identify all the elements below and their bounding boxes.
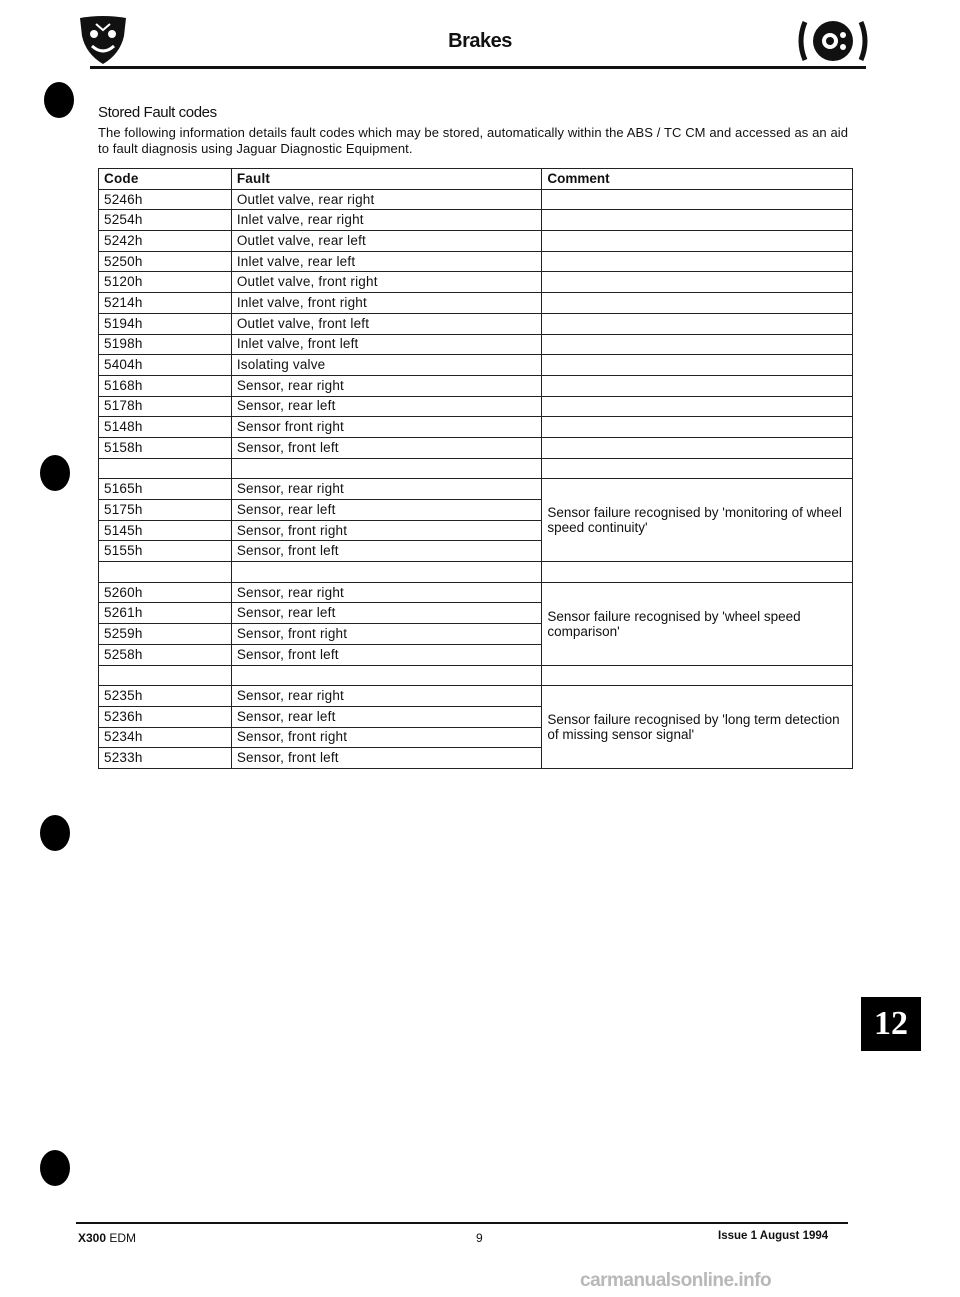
fault-code: 5148h bbox=[99, 417, 232, 438]
footer-model bbox=[78, 1231, 136, 1245]
table-row bbox=[99, 313, 853, 334]
issue-date: Issue 1 August 1994 bbox=[718, 1230, 829, 1242]
fault-comment bbox=[542, 437, 853, 458]
table-row bbox=[99, 210, 853, 231]
header-comment: Comment bbox=[542, 169, 853, 190]
footer-model-code: X300 bbox=[78, 1231, 107, 1245]
footer-doc: EDM bbox=[109, 1231, 137, 1245]
header-code: Code bbox=[99, 169, 232, 190]
binder-hole bbox=[40, 455, 70, 491]
table-cell-empty bbox=[231, 458, 542, 479]
fault-comment bbox=[542, 231, 853, 252]
table-row bbox=[99, 479, 853, 500]
fault-code: 5258h bbox=[99, 644, 232, 665]
table-row bbox=[99, 396, 853, 417]
fault-codes-table bbox=[98, 168, 853, 769]
fault-description: Sensor, rear left bbox=[231, 396, 542, 417]
fault-description: Sensor, rear right bbox=[231, 582, 542, 603]
header-rule bbox=[90, 66, 866, 69]
binder-hole bbox=[40, 1150, 70, 1186]
fault-code: 5158h bbox=[99, 437, 232, 458]
table-row bbox=[99, 437, 853, 458]
fault-description: Inlet valve, rear left bbox=[231, 251, 542, 272]
fault-code: 5260h bbox=[99, 582, 232, 603]
fault-code: 5234h bbox=[99, 727, 232, 748]
brake-warning-icon bbox=[797, 18, 869, 64]
table-cell-empty bbox=[231, 562, 542, 583]
table-cell-empty bbox=[542, 562, 853, 583]
table-row bbox=[99, 272, 853, 293]
fault-code: 5198h bbox=[99, 334, 232, 355]
fault-code: 5235h bbox=[99, 686, 232, 707]
fault-description: Outlet valve, rear left bbox=[231, 231, 542, 252]
fault-comment bbox=[542, 334, 853, 355]
table-spacer-row bbox=[99, 458, 853, 479]
footer-rule bbox=[76, 1222, 848, 1224]
fault-description: Inlet valve, rear right bbox=[231, 210, 542, 231]
table-cell-empty bbox=[231, 665, 542, 686]
fault-code: 5178h bbox=[99, 396, 232, 417]
table-row bbox=[99, 375, 853, 396]
table-cell-empty bbox=[99, 562, 232, 583]
fault-description: Inlet valve, front right bbox=[231, 293, 542, 314]
fault-description: Inlet valve, front left bbox=[231, 334, 542, 355]
fault-description: Sensor, front right bbox=[231, 727, 542, 748]
fault-description: Outlet valve, rear right bbox=[231, 189, 542, 210]
table-spacer-row bbox=[99, 562, 853, 583]
table-row bbox=[99, 686, 853, 707]
fault-comment bbox=[542, 272, 853, 293]
fault-code: 5214h bbox=[99, 293, 232, 314]
fault-code: 5246h bbox=[99, 189, 232, 210]
fault-code: 5259h bbox=[99, 624, 232, 645]
header-fault: Fault bbox=[231, 169, 542, 190]
fault-code: 5145h bbox=[99, 520, 232, 541]
fault-description: Sensor, rear right bbox=[231, 479, 542, 500]
fault-comment bbox=[542, 313, 853, 334]
table-row bbox=[99, 582, 853, 603]
fault-code: 5254h bbox=[99, 210, 232, 231]
table-header-row bbox=[99, 169, 853, 190]
fault-description: Sensor, rear left bbox=[231, 706, 542, 727]
fault-description: Sensor, front left bbox=[231, 748, 542, 769]
fault-description: Sensor, rear right bbox=[231, 686, 542, 707]
fault-description: Sensor, rear left bbox=[231, 603, 542, 624]
table-cell-empty bbox=[99, 458, 232, 479]
fault-code: 5250h bbox=[99, 251, 232, 272]
fault-comment bbox=[542, 293, 853, 314]
table-row bbox=[99, 417, 853, 438]
page-number: 9 bbox=[476, 1231, 483, 1245]
fault-description: Sensor front right bbox=[231, 417, 542, 438]
fault-comment: Sensor failure recognised by 'monitoring of wheel speed continuity' bbox=[542, 479, 853, 562]
table-row bbox=[99, 189, 853, 210]
fault-description: Sensor, front left bbox=[231, 437, 542, 458]
fault-comment bbox=[542, 251, 853, 272]
fault-comment bbox=[542, 355, 853, 376]
binder-hole bbox=[40, 815, 70, 851]
watermark: carmanualsonline.info bbox=[580, 1270, 772, 1291]
table-row bbox=[99, 355, 853, 376]
fault-comment bbox=[542, 396, 853, 417]
fault-code: 5120h bbox=[99, 272, 232, 293]
section-title: Stored Fault codes bbox=[98, 104, 217, 121]
fault-comment bbox=[542, 417, 853, 438]
intro-paragraph: The following information details fault codes which may be stored, automatically within the ABS / TC CM and accessed as an aid to fault diagnosis using Jaguar Diagnostic Equipment. bbox=[98, 125, 849, 156]
fault-code: 5155h bbox=[99, 541, 232, 562]
fault-description: Sensor, front left bbox=[231, 644, 542, 665]
fault-code: 5233h bbox=[99, 748, 232, 769]
fault-comment: Sensor failure recognised by 'long term detection of missing sensor signal' bbox=[542, 686, 853, 769]
fault-code: 5261h bbox=[99, 603, 232, 624]
fault-comment bbox=[542, 210, 853, 231]
table-row bbox=[99, 251, 853, 272]
table-row bbox=[99, 231, 853, 252]
fault-description: Sensor, rear right bbox=[231, 375, 542, 396]
table-row bbox=[99, 293, 853, 314]
fault-code: 5404h bbox=[99, 355, 232, 376]
fault-codes-table-body bbox=[99, 169, 853, 769]
fault-description: Sensor, rear left bbox=[231, 500, 542, 521]
section-tab: 12 bbox=[861, 997, 921, 1051]
fault-code: 5168h bbox=[99, 375, 232, 396]
fault-comment: Sensor failure recognised by 'wheel speed comparison' bbox=[542, 582, 853, 665]
table-row bbox=[99, 334, 853, 355]
fault-code: 5194h bbox=[99, 313, 232, 334]
fault-code: 5165h bbox=[99, 479, 232, 500]
page-title: Brakes bbox=[448, 30, 512, 52]
table-cell-empty bbox=[542, 665, 853, 686]
fault-description: Outlet valve, front right bbox=[231, 272, 542, 293]
binder-hole bbox=[44, 82, 74, 118]
fault-description: Outlet valve, front left bbox=[231, 313, 542, 334]
fault-description: Isolating valve bbox=[231, 355, 542, 376]
fault-code: 5242h bbox=[99, 231, 232, 252]
table-cell-empty bbox=[542, 458, 853, 479]
table-spacer-row bbox=[99, 665, 853, 686]
fault-description: Sensor, front right bbox=[231, 624, 542, 645]
table-cell-empty bbox=[99, 665, 232, 686]
fault-code: 5236h bbox=[99, 706, 232, 727]
fault-description: Sensor, front right bbox=[231, 520, 542, 541]
fault-code: 5175h bbox=[99, 500, 232, 521]
fault-description: Sensor, front left bbox=[231, 541, 542, 562]
fault-comment bbox=[542, 189, 853, 210]
fault-comment bbox=[542, 375, 853, 396]
